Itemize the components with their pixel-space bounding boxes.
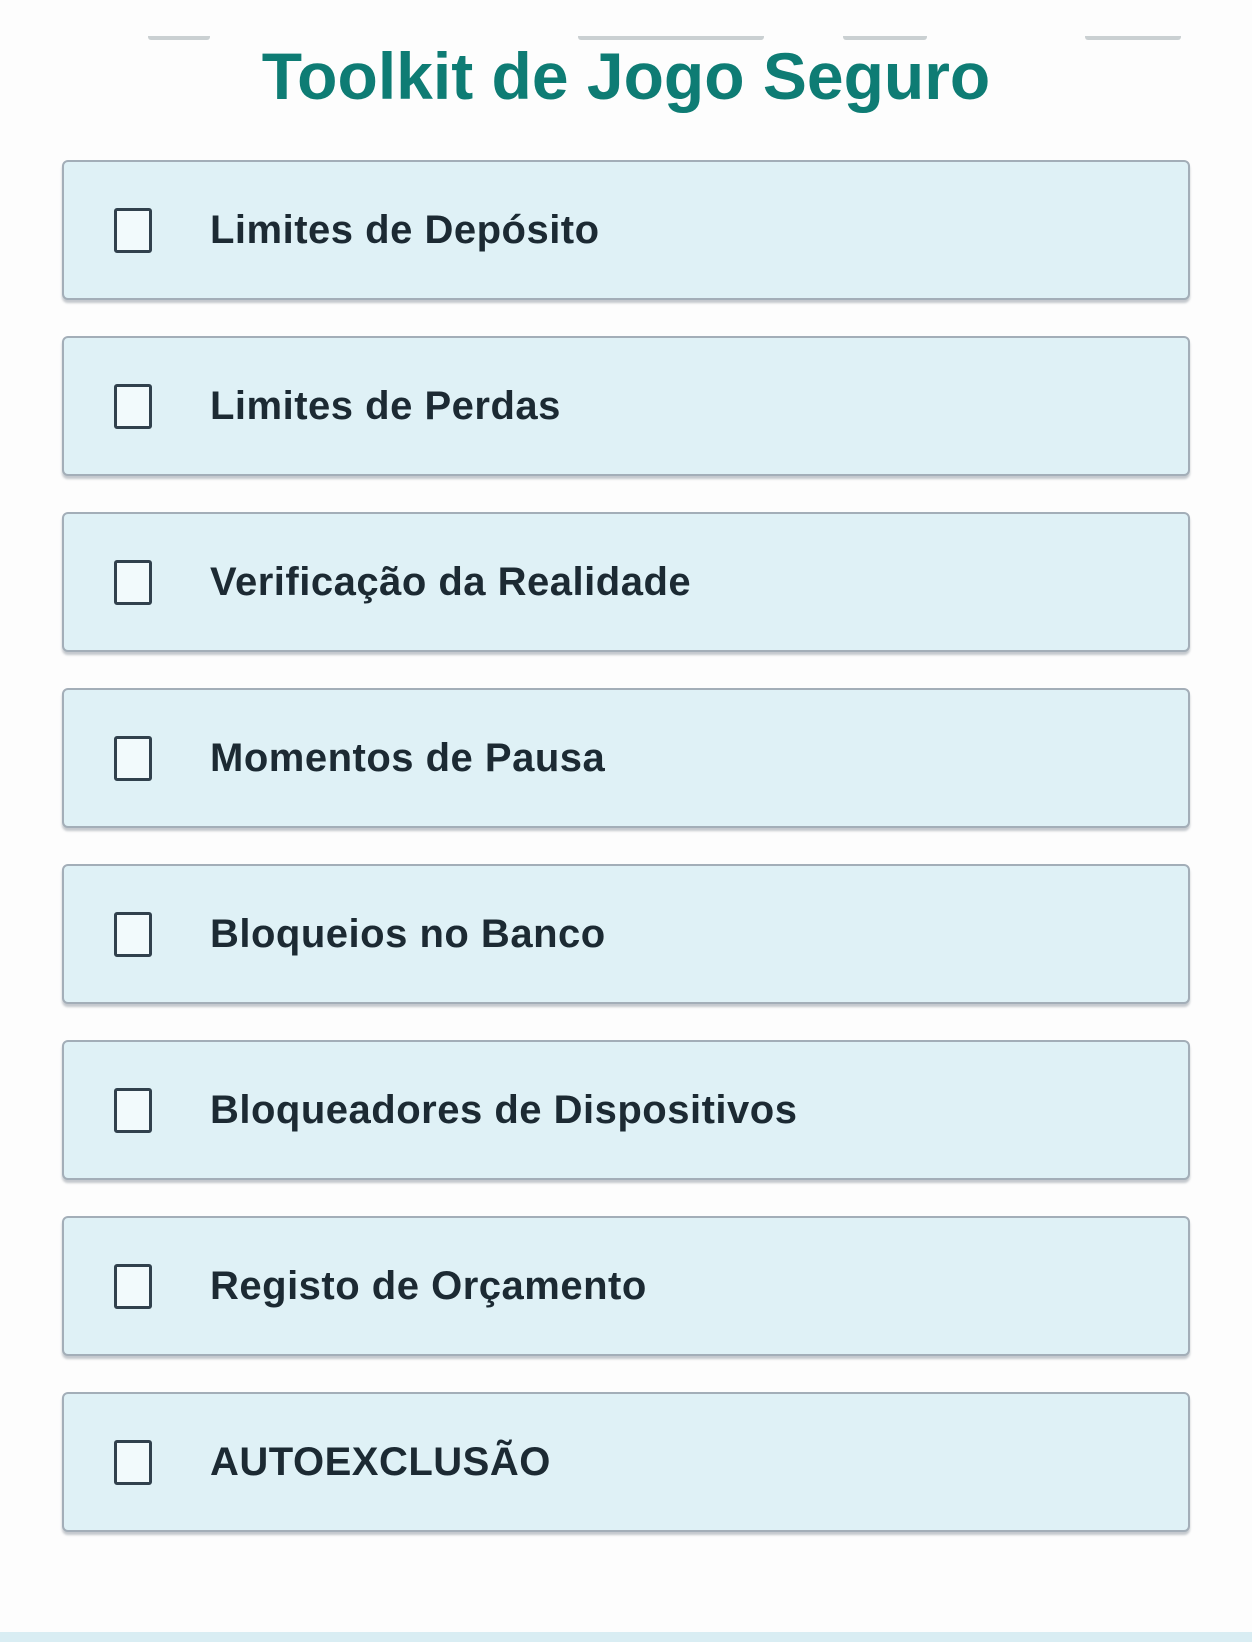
toolkit-item-label: Limites de Perdas: [210, 383, 561, 428]
empty-checkbox-icon[interactable]: [114, 560, 152, 605]
toolkit-item-1[interactable]: [62, 160, 1190, 300]
empty-checkbox-icon[interactable]: [114, 384, 152, 429]
empty-checkbox-icon[interactable]: [114, 912, 152, 957]
toolkit-item-label: AUTOEXCLUSÃO: [210, 1439, 551, 1484]
toolkit-item-label: Bloqueadores de Dispositivos: [210, 1087, 798, 1132]
empty-checkbox-icon[interactable]: [114, 208, 152, 253]
toolkit-item-4[interactable]: [62, 688, 1190, 828]
page-title: Toolkit de Jogo Seguro: [261, 39, 991, 113]
toolkit-item-3[interactable]: [62, 512, 1190, 652]
toolkit-item-5[interactable]: [62, 864, 1190, 1004]
empty-checkbox-icon[interactable]: [114, 1264, 152, 1309]
empty-checkbox-icon[interactable]: [114, 1440, 152, 1485]
top-edge-artifact: [578, 36, 764, 40]
toolkit-item-label: Registo de Orçamento: [210, 1263, 647, 1308]
top-edge-artifact: [1085, 36, 1181, 40]
toolkit-item-label: Verificação da Realidade: [210, 559, 692, 604]
top-edge-artifact: [148, 36, 210, 40]
toolkit-item-7[interactable]: [62, 1216, 1190, 1356]
bottom-strip: [0, 1632, 1252, 1642]
toolkit-item-label: Bloqueios no Banco: [210, 911, 606, 956]
toolkit-item-2[interactable]: [62, 336, 1190, 476]
top-edge-artifact: [843, 36, 927, 40]
toolkit-item-label: Momentos de Pausa: [210, 735, 606, 780]
toolkit-item-label: Limites de Depósito: [210, 207, 600, 252]
safe-gambling-checklist: [62, 160, 1190, 1532]
empty-checkbox-icon[interactable]: [114, 736, 152, 781]
toolkit-item-6[interactable]: [62, 1040, 1190, 1180]
toolkit-item-8[interactable]: [62, 1392, 1190, 1532]
empty-checkbox-icon[interactable]: [114, 1088, 152, 1133]
